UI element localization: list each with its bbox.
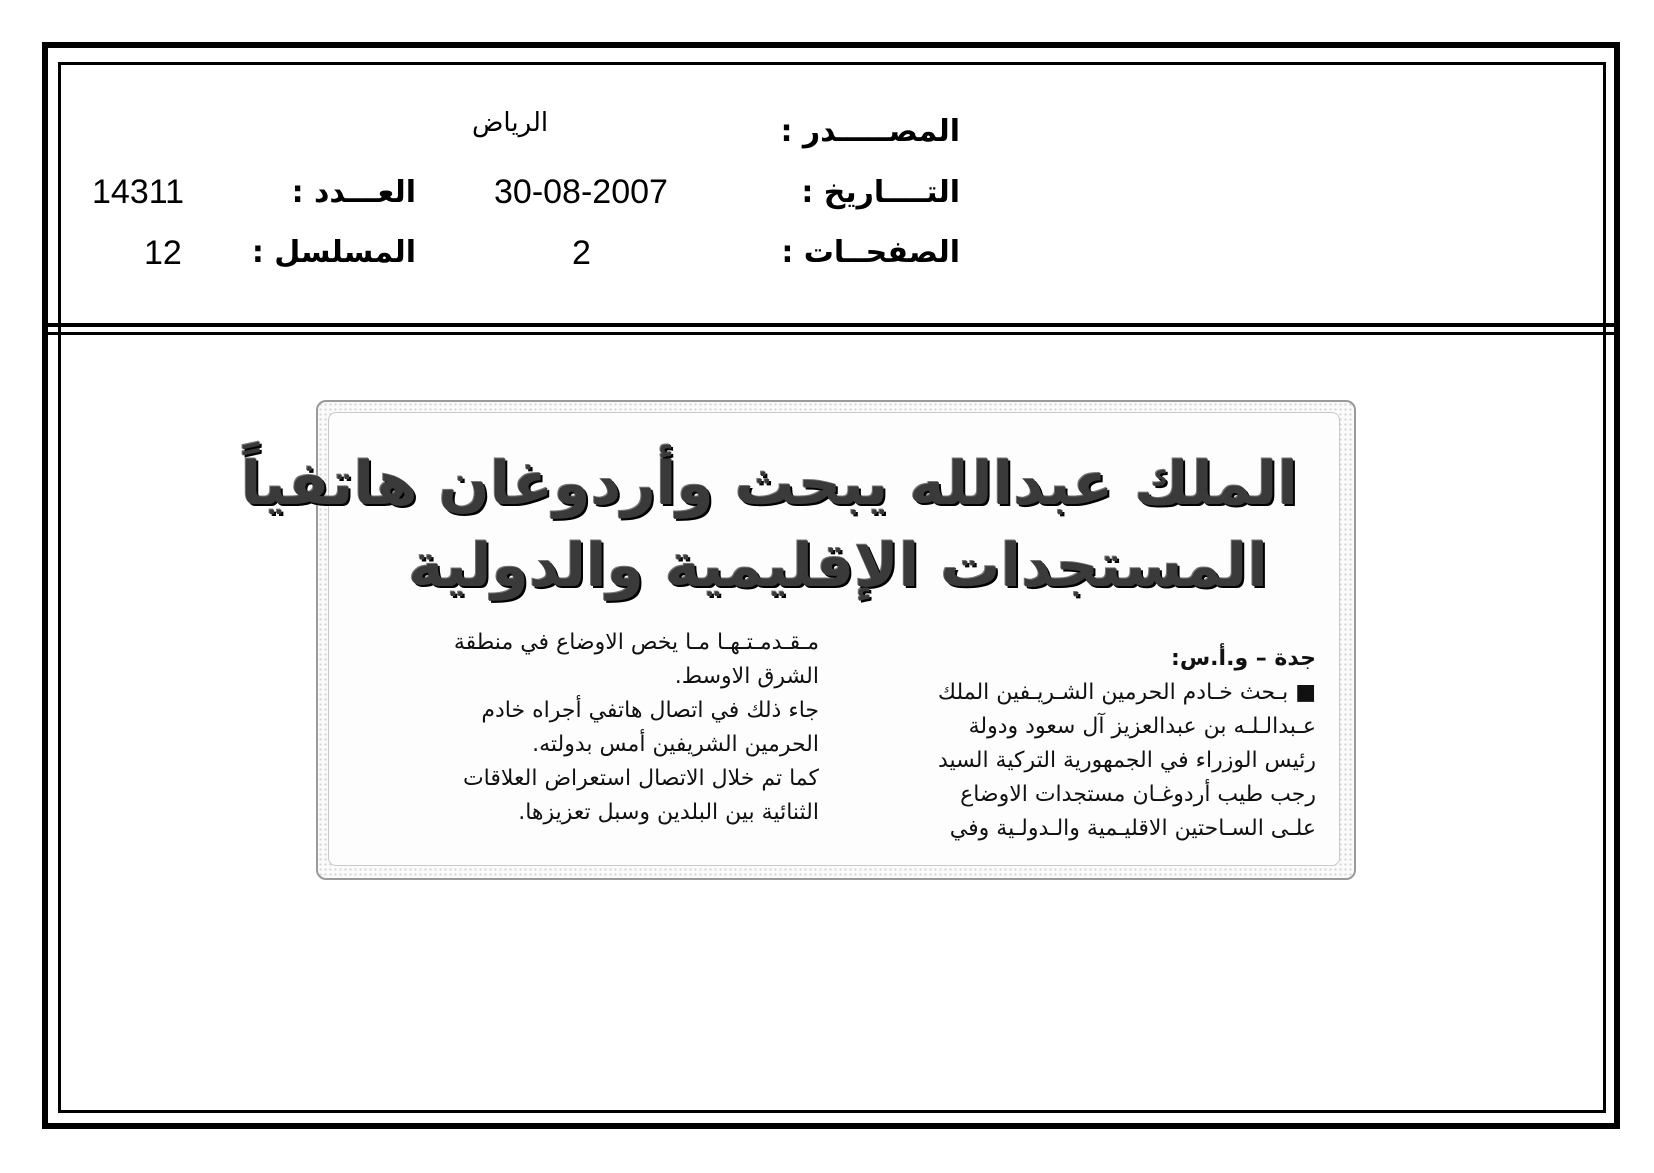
article-line: رجب طيب أردوغـان مستجدات الاوضاع <box>960 782 1316 807</box>
article-line: رئيس الوزراء في الجمهورية التركية السيد <box>937 748 1316 773</box>
header-divider <box>46 323 1618 335</box>
article-line: الحرمين الشريفين أمس بدولته. <box>532 732 819 757</box>
article-line: الشرق الاوسط. <box>674 664 819 689</box>
date-value: 30-08-2007 <box>494 173 668 211</box>
serial-value: 12 <box>144 234 182 272</box>
headline-line-1: الملك عبدالله يبحث وأردوغان هاتفياً <box>240 449 1298 519</box>
source-value: الرياض <box>472 108 549 138</box>
right-column <box>846 642 1316 846</box>
date-label: التــــاريخ : <box>801 175 960 210</box>
serial-label: المسلسل : <box>251 235 416 270</box>
article-line: جاء ذلك في اتصال هاتفي أجراه خادم <box>481 698 819 723</box>
article-line: مـقـدمـتـهـا مـا يخص الاوضاع في منطقة <box>453 630 819 655</box>
article-line: ■ بـحث خـادم الحرمين الشـريـفين الملك <box>937 680 1316 705</box>
headline-line-2: المستجدات الإقليمية والدولية <box>408 531 1268 601</box>
article-line: الثنائية بين البلدين وسبل تعزيزها. <box>518 800 819 825</box>
article-dateline: جدة – و.أ.س: <box>1171 646 1316 671</box>
pages-value: 2 <box>572 234 591 272</box>
newspaper-clipping <box>240 400 1356 880</box>
issue-value: 14311 <box>92 173 185 211</box>
article-line: كما تم خلال الاتصال استعراض العلاقات <box>462 766 819 791</box>
article-line: عـبدالـلـه بن عبدالعزيز آل سعود ودولة <box>968 714 1316 739</box>
left-column <box>359 626 819 830</box>
pages-label: الصفحــات : <box>781 235 960 270</box>
source-label: المصـــــدر : <box>780 114 960 149</box>
issue-label: العـــدد : <box>291 175 416 210</box>
article-line: علـى السـاحتين الاقليـمية والـدولـية وفي <box>949 816 1316 841</box>
